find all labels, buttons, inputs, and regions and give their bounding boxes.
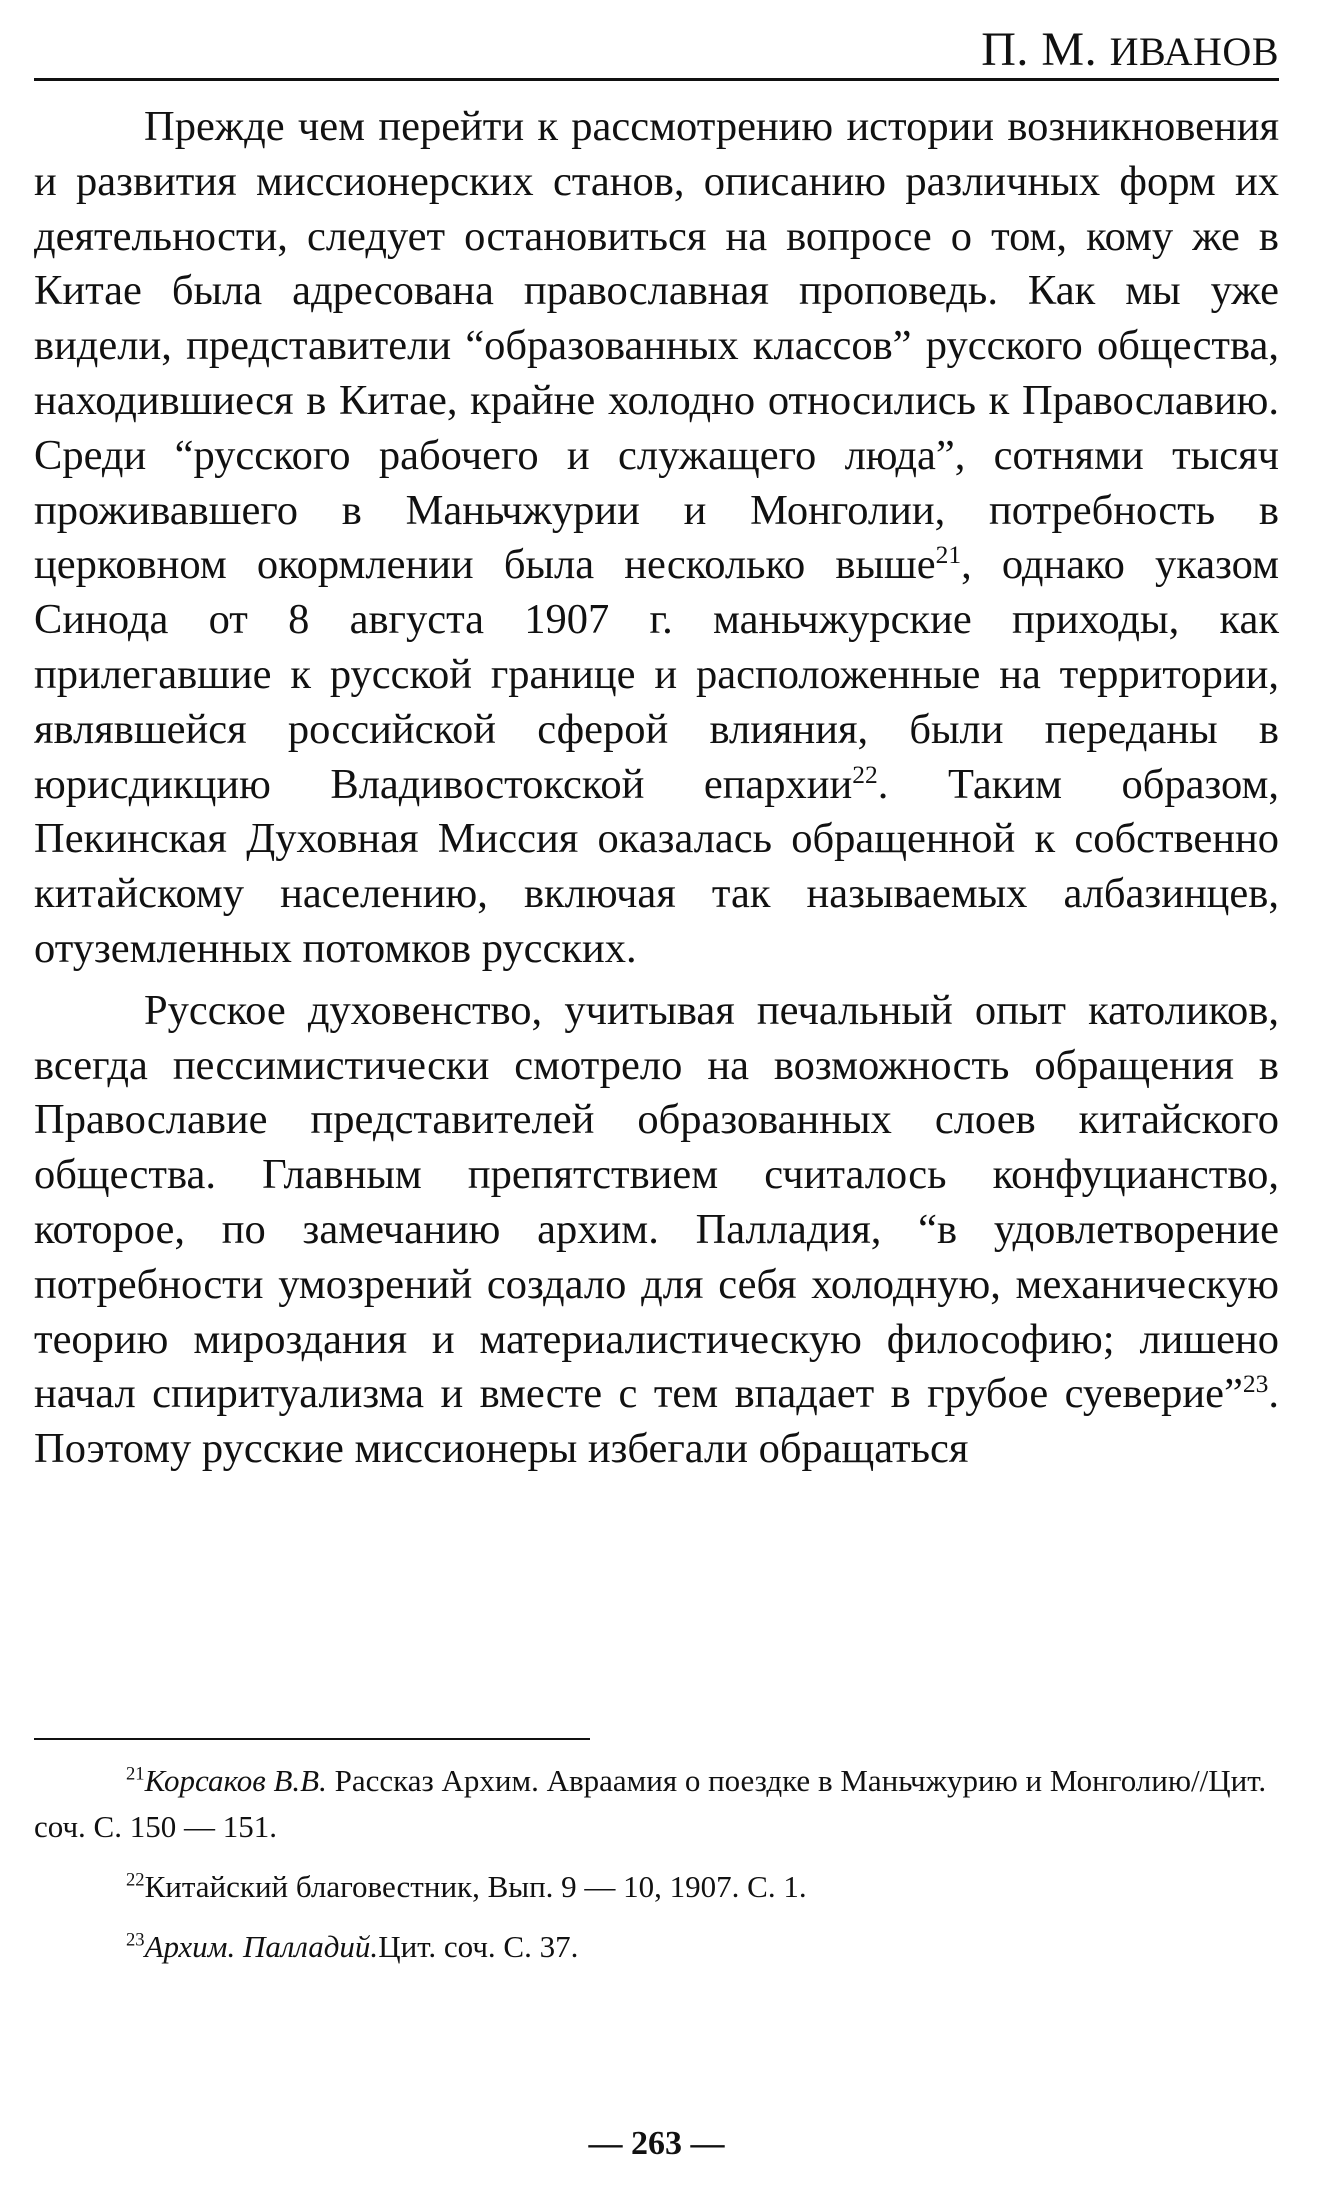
paragraph-1-part-b: , однако указом Синода от 8 августа 1907 г. маньчжурские приходы, как прилегавшие к русской границе и расположенные на территории, являвшейся российской сферой влияния, были переданы в юрисдикцию Владивостокской епархии [34,541,1279,808]
running-head [981,22,1279,77]
footnote-ref-21: 21 [935,540,962,570]
footnote-rule [34,1738,590,1740]
book-page [34,0,1279,2207]
footnote-number: 22 [126,1869,145,1891]
footnote-author: Корсаков В.В. [144,1763,327,1798]
paragraph-1-part-a: Прежде чем перейти к рассмотрению истории возникновения и развития миссионерских станов, описанию различных форм их деятельности, следует остановиться на вопросе о том, кому же в Китае была адресована православная проповедь. Как мы уже видели, представители “образованных классов” русского общества, находившиеся в Китае, крайне холодно относились к Православию. Среди “русского рабочего и служащего люда”, сотнями тысяч проживавшего в Маньчжурии и Монголии, потребность в церковном окормлении была несколько выше [34,103,1279,589]
body-text [34,100,1279,1484]
page-number: — 263 — [588,2125,725,2162]
author-initials: П. М. [981,23,1098,76]
paragraph-1 [34,100,1279,977]
footnote-author: Архим. Палладий. [144,1929,379,1964]
paragraph-1-part-c: . Таким образом, Пекинская Духовная Миссия оказалась обращенной к собственно китайскому населению, включая так называемых албазинцев, отуземленных потомков русских. [34,760,1279,972]
paragraph-2-part-b: . Поэтому русские миссионеры избегали обращаться [34,1370,1279,1473]
footnote-23 [34,1924,1279,1970]
footnote-21 [34,1758,1279,1850]
footnote-text: Цит. соч. С. 37. [378,1929,579,1964]
header-rule [34,78,1279,81]
footnote-text: Китайский благовестник, Вып. 9 — 10, 1907. С. 1. [144,1869,807,1904]
author-surname: ИВАНОВ [1109,29,1279,74]
footnotes [34,1758,1279,1984]
footnote-ref-23: 23 [1242,1369,1269,1399]
footnote-22 [34,1864,1279,1910]
footnote-number: 21 [126,1763,145,1785]
paragraph-2 [34,984,1279,1477]
footnote-ref-22: 22 [852,759,878,789]
paragraph-2-part-a: Русское духовенство, учитывая печальный опыт католиков, всегда пессимистически смотрело на возможность обращения в Православие представителей образованных слоев китайского общества. Главным препятствием считалось конфуцианство, которое, по замечанию архим. Палладия, “в удовлетворение потребности умозрений создало для себя холодную, механическую теорию мироздания и материалистическую философию; лишено начал спиритуализма и вместе с тем впадает в грубое суеверие” [34,986,1279,1418]
footnote-text: Рассказ Архим. Авраамия о поездке в Маньчжурию и Монголию//Цит. соч. С. 150 — 151. [34,1763,1267,1844]
footnote-number: 23 [126,1929,145,1951]
